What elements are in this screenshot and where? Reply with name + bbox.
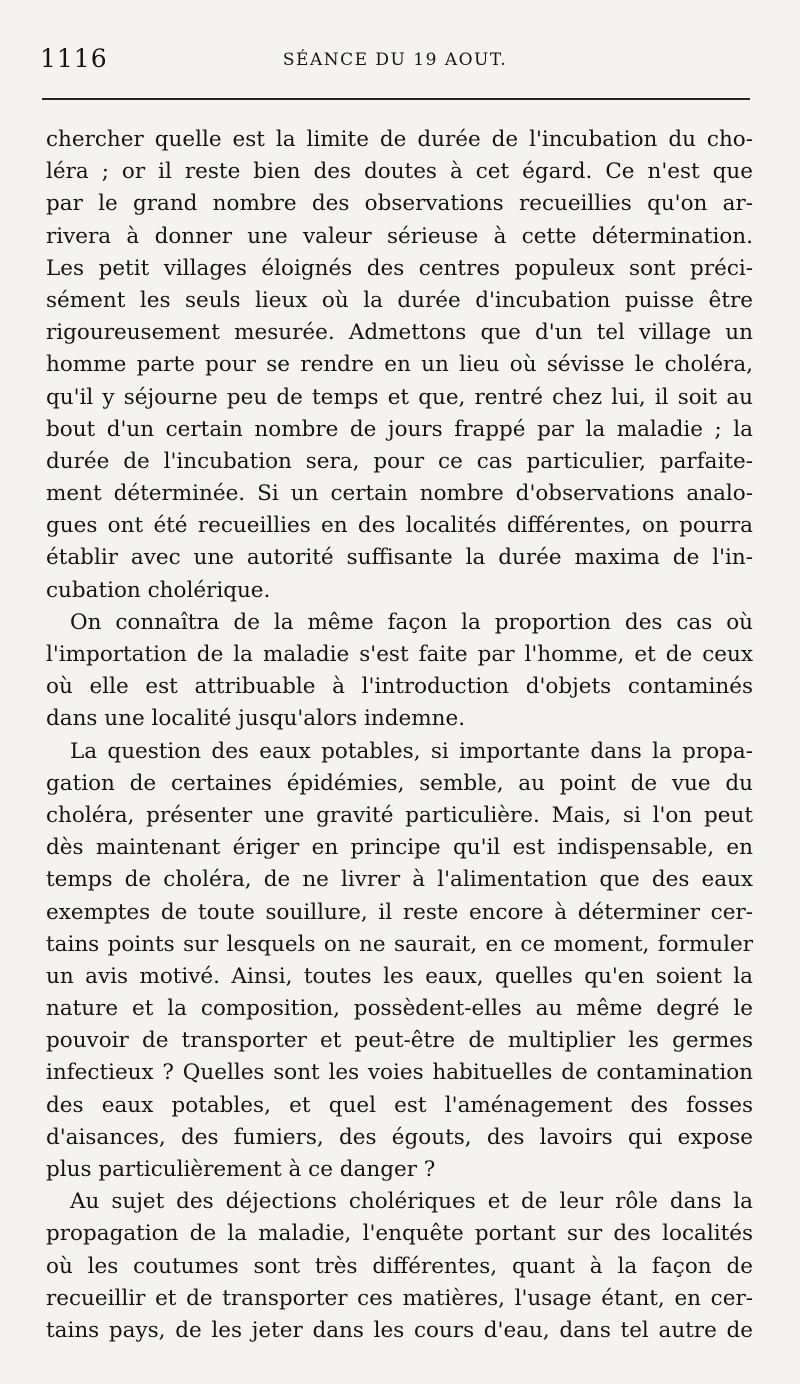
text-line: bout d'un certain nombre de jours frappé par la maladie ; la — [46, 416, 753, 442]
page-number: 1116 — [40, 44, 108, 73]
text-line: tains points sur lesquels on ne saurait, en ce moment, formuler — [46, 931, 753, 957]
text-line: chercher quelle est la limite de durée de l'incubation du cho- — [46, 127, 753, 152]
text-line: tains pays, de les jeter dans les cours d'eau, dans tel autre de — [46, 1317, 753, 1343]
text-line: Les petit villages éloignés des centres populeux sont préci- — [46, 255, 753, 281]
page-header — [40, 44, 750, 78]
text-line: rivera à donner une valeur sérieuse à cette détermination. — [46, 223, 753, 249]
text-line: homme parte pour se rendre en un lieu où sévisse le choléra, — [46, 352, 753, 378]
text-line: propagation de la maladie, l'enquête portant sur des localités — [46, 1221, 753, 1247]
text-line: nature et la composition, possèdent-elles au même degré le — [46, 996, 753, 1022]
text-line: dès maintenant ériger en principe qu'il est indispensable, en — [46, 835, 753, 861]
text-line: où elle est attribuable à l'introduction d'objets contaminés — [46, 674, 753, 700]
text-line: recueillir et de transporter ces matières, l'usage étant, en cer- — [46, 1285, 753, 1311]
text-line: où les coutumes sont très différentes, quant à la façon de — [46, 1253, 753, 1279]
text-line: un avis motivé. Ainsi, toutes les eaux, quelles qu'en soient la — [46, 963, 753, 989]
text-line: gation de certaines épidémies, semble, au point de vue du — [46, 770, 753, 796]
text-line: La question des eaux potables, si importante dans la propa- — [70, 738, 753, 764]
text-line: léra ; or il reste bien des doutes à cet égard. Ce n'est que — [46, 159, 753, 185]
text-line: exemptes de toute souillure, il reste encore à déterminer cer- — [46, 899, 753, 925]
text-line: ment déterminée. Si un certain nombre d'observations analo- — [46, 481, 753, 507]
text-line: qu'il y séjourne peu de temps et que, rentré chez lui, il soit au — [46, 384, 753, 410]
text-line: des eaux potables, et quel est l'aménagement des fosses — [46, 1092, 753, 1118]
running-head: SÉANCE DU 19 AOUT. — [282, 50, 508, 70]
text-line: plus particulièrement à ce danger ? — [46, 1157, 436, 1182]
text-line: temps de choléra, de ne livrer à l'alimentation que des eaux — [46, 867, 753, 893]
text-line: rigoureusement mesurée. Admettons que d'un tel village un — [46, 320, 753, 346]
text-line: d'aisances, des fumiers, des égouts, des lavoirs qui expose — [46, 1124, 753, 1150]
text-line: infectieux ? Quelles sont les voies habituelles de contamination — [46, 1060, 753, 1086]
header-rule — [42, 98, 750, 100]
text-line: cubation cholérique. — [46, 577, 271, 603]
text-line: par le grand nombre des observations recueillies qu'on ar- — [46, 191, 753, 217]
text-line: établir avec une autorité suffisante la durée maxima de l'in- — [46, 545, 753, 571]
body-text — [46, 124, 753, 1347]
text-line: gues ont été recueillies en des localités différentes, on pourra — [46, 513, 753, 539]
text-line: durée de l'incubation sera, pour ce cas particulier, parfaite- — [46, 448, 753, 474]
text-line: sément les seuls lieux où la durée d'incubation puisse être — [46, 287, 753, 313]
text-line: l'importation de la maladie s'est faite par l'homme, et de ceux — [46, 642, 753, 667]
text-line: pouvoir de transporter et peut-être de multiplier les germes — [46, 1028, 753, 1054]
text-line: Au sujet des déjections cholériques et de leur rôle dans la — [70, 1189, 753, 1215]
text-line: dans une localité jusqu'alors indemne. — [46, 706, 466, 732]
text-line: choléra, présenter une gravité particulière. Mais, si l'on peut — [46, 802, 753, 828]
text-line: On connaîtra de la même façon la proportion des cas où — [70, 609, 753, 635]
